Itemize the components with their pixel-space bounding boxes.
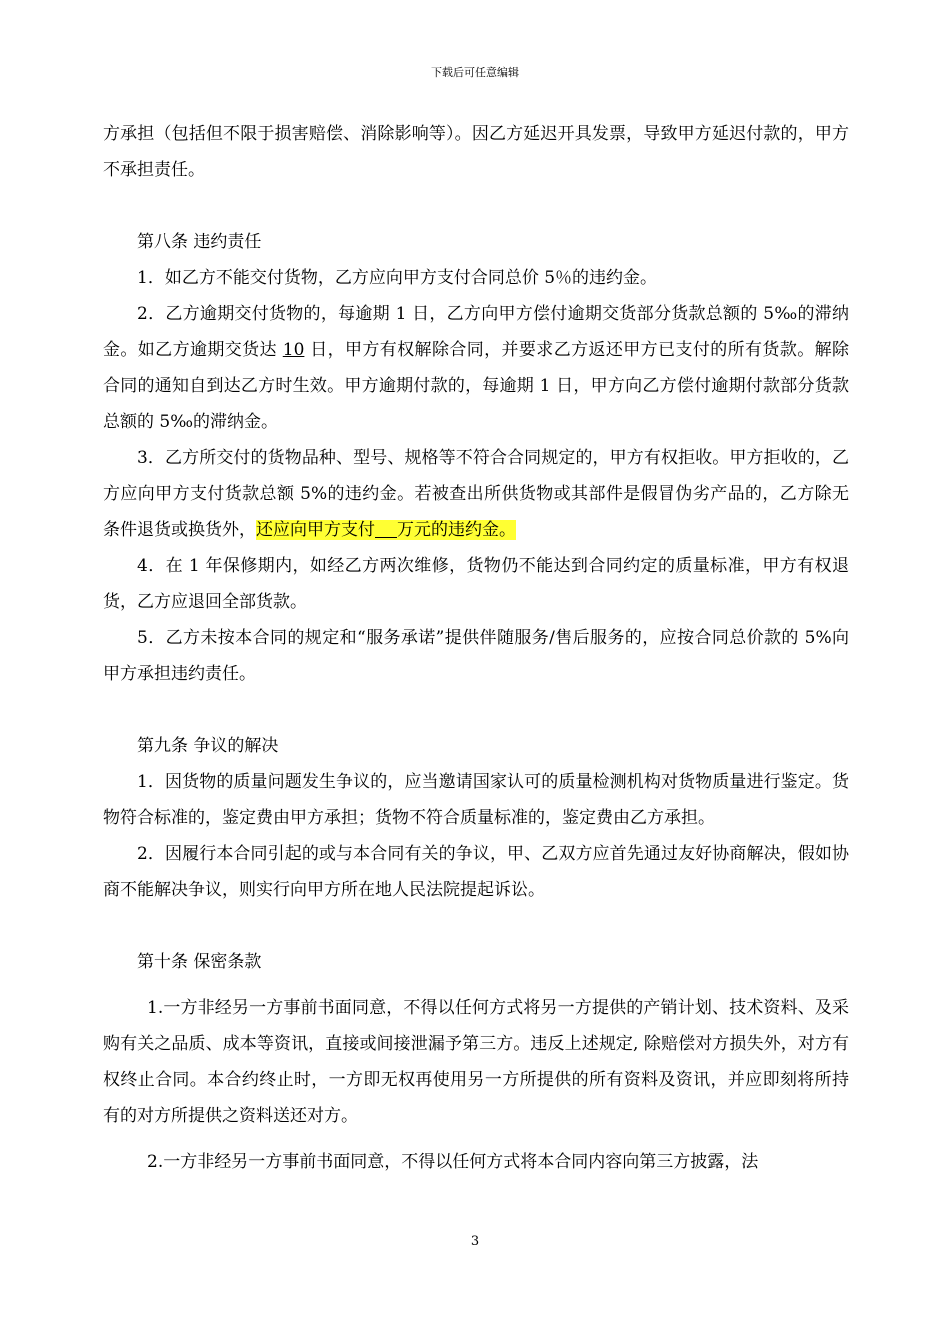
article-10-clause-1: 1.一方非经另一方事前书面同意，不得以任何方式将另一方提供的产销计划、技术资料、及采购有关之品质、成本等资讯，直接或间接泄漏予第三方。违反上述规定, 除赔偿对方损失外，对方有权终止合同。本合约终止时，一方即无权再使用另一方所提供的所有资料及资讯，并应即刻将所持有的对方所提供之资料送还对方。: [103, 998, 849, 1126]
page-number: 3: [470, 1234, 480, 1249]
clause-text: 2．乙方逾期交付货物的，每逾期 1 日，乙方向甲方偿付逾期交货部分货款总额的 5‰的滞纳金。如乙方逾期交货达: [103, 304, 849, 360]
article-8-clause-2: [103, 296, 849, 440]
underlined-days: 10: [282, 340, 305, 360]
paragraph-continuation: 方承担（包括但不限于损害赔偿、消除影响等）。因乙方延迟开具发票，导致甲方延迟付款的，甲方不承担责任。: [103, 124, 849, 180]
article-9-clause-1: 1．因货物的质量问题发生争议的，应当邀请国家认可的质量检测机构对货物质量进行鉴定。货物符合标准的，鉴定费由甲方承担；货物不符合质量标准的，鉴定费由乙方承担。: [103, 772, 849, 828]
spacer: [103, 692, 849, 728]
clause-text: 3．乙方所交付的货物品种、型号、规格等不符合合同规定的，甲方有权拒收。甲方拒收的，乙方应向甲方支付货款总额 5%的违约金。若被查出所供货物或其部件是假冒伪劣产品的，乙方除无条件退货或换货外，: [103, 448, 849, 540]
article-10-clause-2: 2.一方非经另一方事前书面同意，不得以任何方式将本合同内容向第三方披露，法: [147, 1152, 759, 1172]
article-10-title: 第十条 保密条款: [137, 952, 262, 972]
article-8-clause-3: [103, 440, 849, 548]
highlight-part-a: 还应向甲方支付: [256, 520, 375, 540]
fill-in-blank: [375, 519, 397, 538]
spacer: [103, 980, 849, 990]
article-8-clause-4: 4．在 1 年保修期内，如经乙方两次维修，货物仍不能达到合同约定的质量标准，甲方有权退货，乙方应退回全部货款。: [103, 556, 849, 612]
article-8-clause-1: 1．如乙方不能交付货物，乙方应向甲方支付合同总价 5％的违约金。: [137, 268, 658, 288]
page-header: 下载后可任意编辑: [431, 66, 519, 79]
spacer: [103, 1134, 849, 1144]
spacer: [103, 908, 849, 944]
highlighted-text: [256, 520, 516, 540]
spacer: [103, 188, 849, 224]
highlight-part-b: 万元的违约金。: [397, 520, 516, 540]
clause-text: 日，甲方有权解除合同，并要求乙方返还甲方已支付的所有货款。解除合同的通知自到达乙方时生效。甲方逾期付款的，每逾期 1 日，甲方向乙方偿付逾期付款部分货款总额的 5‰的滞纳金。: [103, 340, 850, 432]
article-9-title: 第九条 争议的解决: [137, 736, 279, 756]
article-8-clause-5: 5．乙方未按本合同的规定和“服务承诺”提供伴随服务/售后服务的，应按合同总价款的 5%向甲方承担违约责任。: [103, 628, 849, 684]
article-9-clause-2: 2．因履行本合同引起的或与本合同有关的争议，甲、乙双方应首先通过友好协商解决，假如协商不能解决争议，则实行向甲方所在地人民法院提起诉讼。: [103, 844, 849, 900]
document-body: [103, 116, 849, 1180]
article-8-title: 第八条 违约责任: [137, 232, 262, 252]
